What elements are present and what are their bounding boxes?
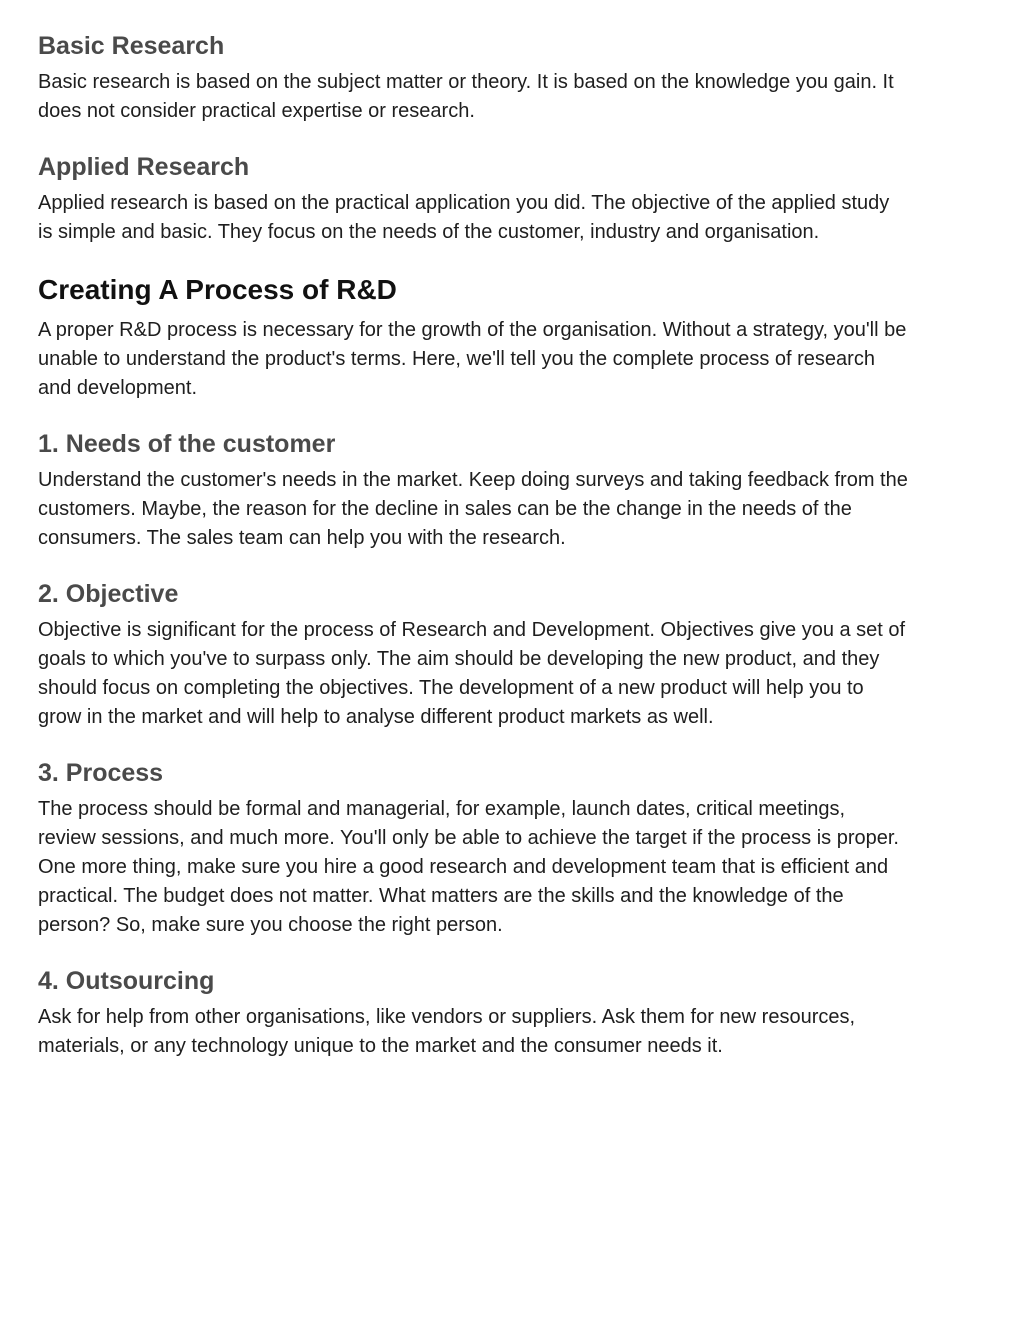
section-heading: Applied Research	[38, 153, 250, 181]
section-paragraph: Objective is significant for the process of Research and Development. Objectives give you a set of goals to which you've to surpass only. The aim should be developing the new product, and they should focus on completing the objectives. The development of a new product will help you to grow in the market and will help to analyse different product markets as well.	[38, 619, 906, 728]
section-objective	[38, 578, 908, 732]
section-heading: 4. Outsourcing	[38, 967, 215, 995]
section-paragraph: Understand the customer's needs in the market. Keep doing surveys and taking feedback from the customers. Maybe, the reason for the decline in sales can be the change in the needs of the consumers. The sales team can help you with the research.	[38, 469, 908, 549]
section-heading: Basic Research	[38, 32, 225, 60]
section-process	[38, 757, 908, 940]
section-paragraph: Ask for help from other organisations, like vendors or suppliers. Ask them for new resources, materials, or any technology unique to the market and the consumer needs it.	[38, 1006, 856, 1057]
section-paragraph: A proper R&D process is necessary for the growth of the organisation. Without a strategy, you'll be unable to understand the product's terms. Here, we'll tell you the complete process of research and development.	[38, 319, 907, 399]
section-creating-process	[38, 272, 908, 403]
main-heading: Creating A Process of R&D	[38, 274, 397, 305]
section-needs-of-customer	[38, 428, 908, 553]
section-heading: 2. Objective	[38, 580, 179, 608]
section-applied-research	[38, 151, 908, 247]
section-heading: 3. Process	[38, 759, 164, 787]
section-paragraph: Applied research is based on the practical application you did. The objective of the applied study is simple and basic. They focus on the needs of the customer, industry and organisation.	[38, 192, 890, 243]
section-outsourcing	[38, 965, 908, 1061]
section-paragraph: The process should be formal and managerial, for example, launch dates, critical meetings, review sessions, and much more. You'll only be able to achieve the target if the process is proper. One more thing, make sure you hire a good research and development team that is efficient and practical. The budget does not matter. What matters are the skills and the knowledge of the person? So, make sure you choose the right person.	[38, 798, 899, 936]
section-basic-research	[38, 30, 908, 126]
section-paragraph: Basic research is based on the subject matter or theory. It is based on the knowledge you gain. It does not consider practical expertise or research.	[38, 71, 894, 122]
section-heading: 1. Needs of the customer	[38, 430, 336, 458]
